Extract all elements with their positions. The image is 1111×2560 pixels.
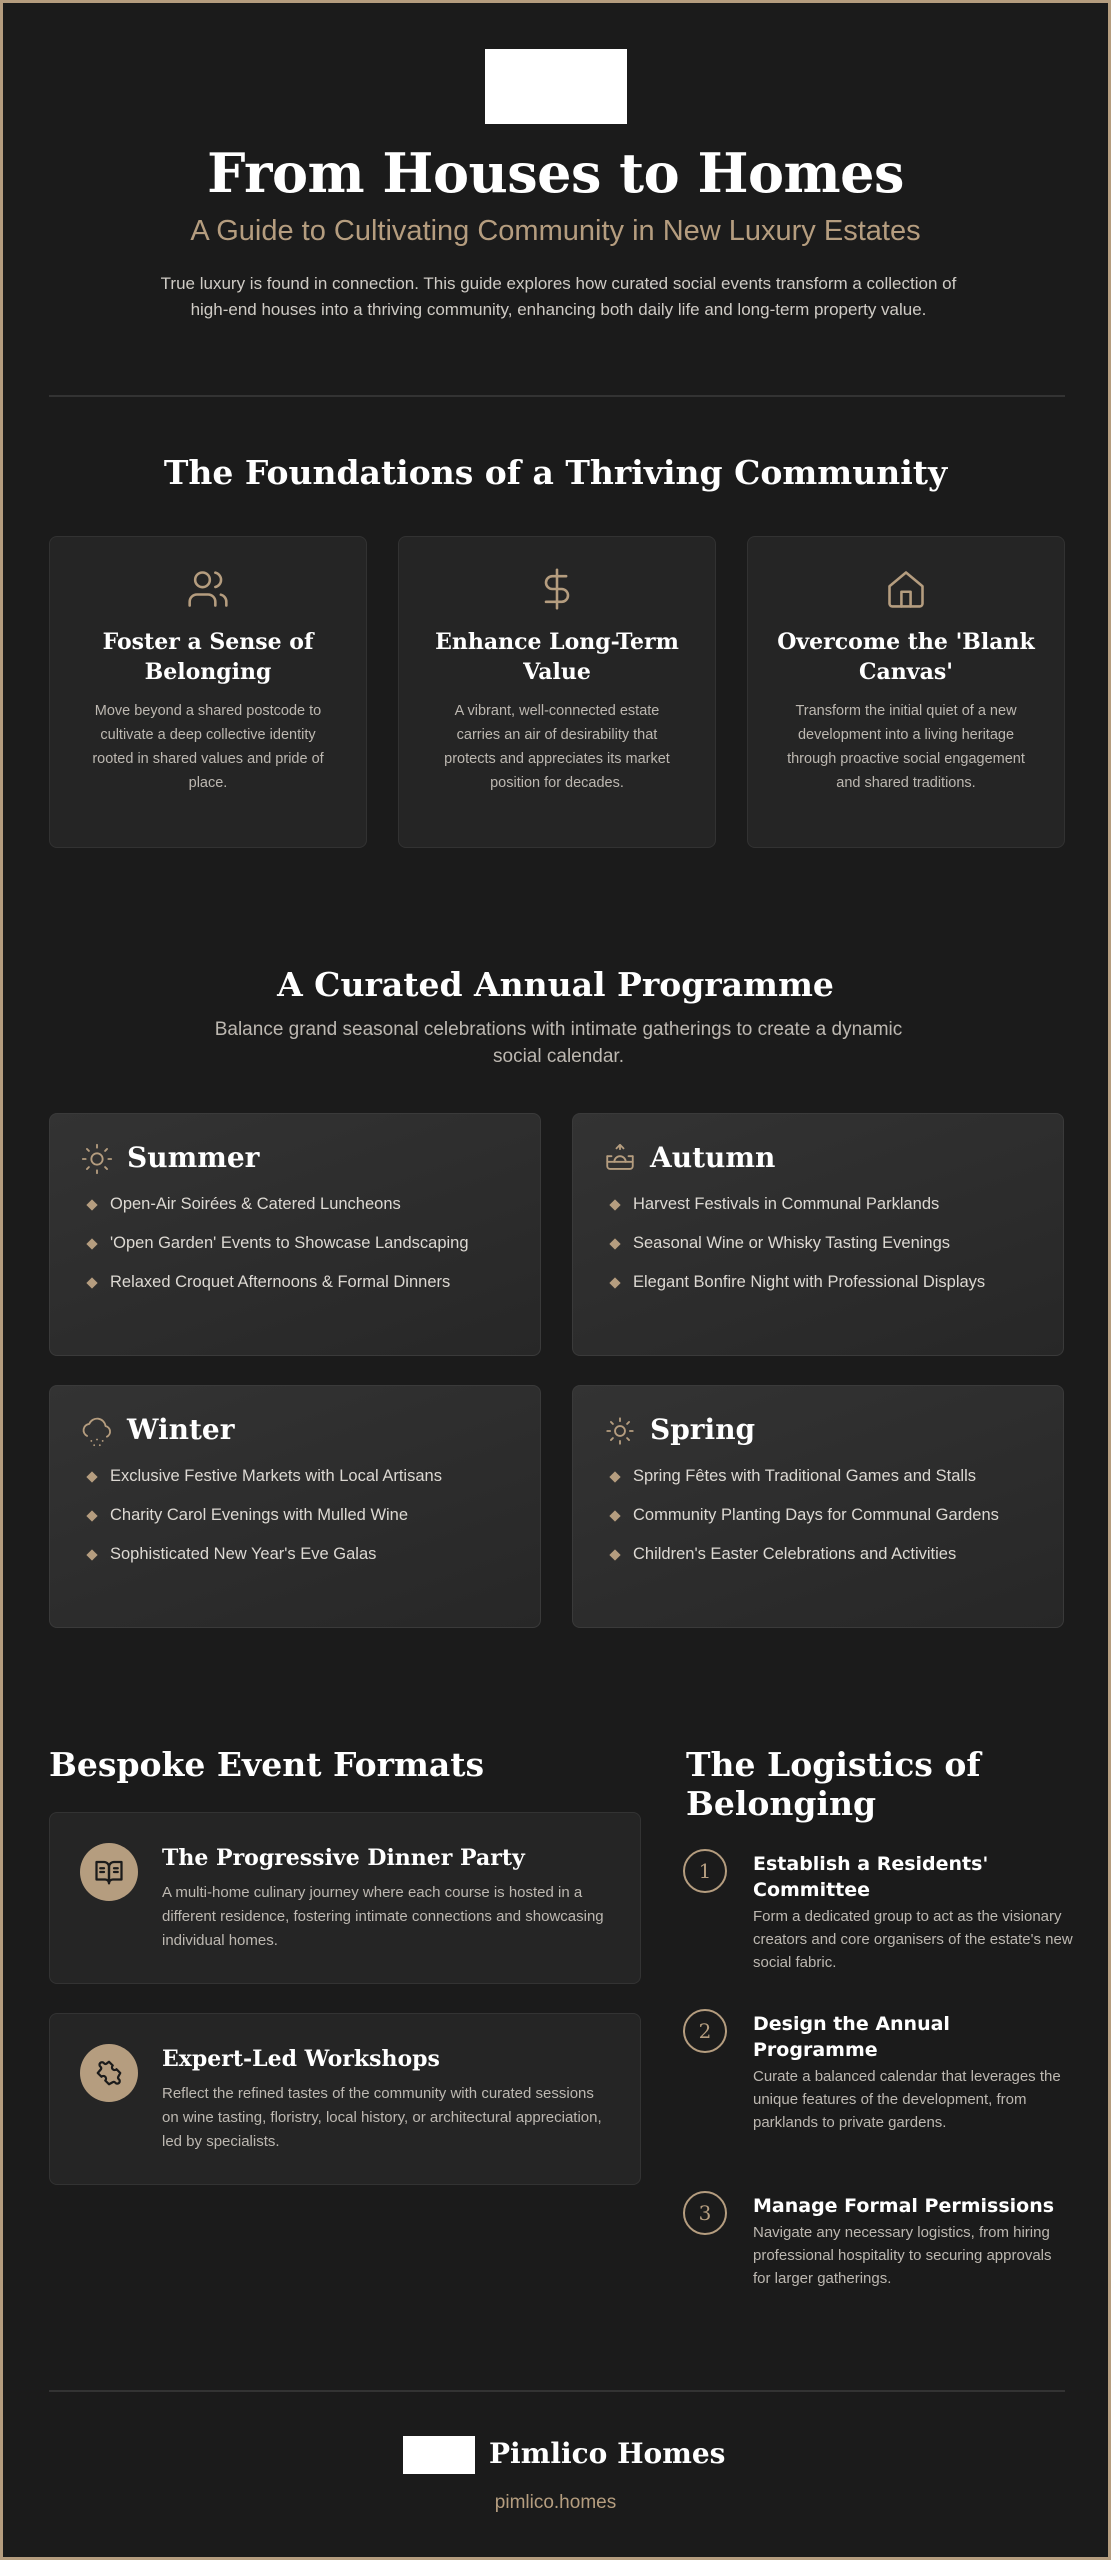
header-divider [49, 395, 1065, 397]
event-title: Expert-Led Workshops [162, 2046, 440, 2072]
list-item: Harvest Festivals in Communal Parklands [609, 1192, 1043, 1217]
list-item: Relaxed Croquet Afternoons & Formal Dinners [86, 1270, 520, 1295]
foundation-card-value [398, 536, 716, 848]
list-item: 'Open Garden' Events to Showcase Landscaping [86, 1231, 520, 1256]
sun-icon [603, 1414, 637, 1448]
formats-title: Bespoke Event Formats [49, 1745, 485, 1784]
step-text: Curate a balanced calendar that leverages the unique features of the development, from parklands to private gardens. [753, 2068, 1061, 2131]
dollar-icon [535, 567, 579, 611]
season-name: Autumn [650, 1141, 776, 1174]
event-icon-badge [80, 1843, 138, 1901]
step-text: Navigate any necessary logistics, from hiring professional hospitality to securing approvals for larger gatherings. [753, 2224, 1052, 2287]
page-subtitle: A Guide to Cultivating Community in New Luxury Estates [190, 215, 921, 247]
event-text: A multi-home culinary journey where each course is hosted in a different residence, fostering intimate connections and showcasing individual homes. [162, 1884, 604, 1949]
footer-divider [49, 2390, 1065, 2392]
foundation-card-belonging [49, 536, 367, 848]
list-item: Elegant Bonfire Night with Professional Displays [609, 1270, 1043, 1295]
season-list [609, 1464, 1043, 1581]
foundation-card-blank-canvas [747, 536, 1065, 848]
header-logo [485, 49, 627, 124]
intro-text: True luxury is found in connection. This guide explores how curated social events transform a collection of high-end houses into a thriving community, enhancing both daily life and long-term property value. [160, 274, 957, 319]
season-card-summer [49, 1113, 541, 1356]
footer-url-link[interactable]: pimlico.homes [494, 2492, 617, 2513]
foundation-card-text: A vibrant, well-connected estate carries an air of desirability that protects and appreciates its market position for decades. [444, 703, 670, 791]
programme-subtitle: Balance grand seasonal celebrations with intimate gatherings to create a dynamic social calendar. [214, 1019, 903, 1067]
home-icon [884, 567, 928, 611]
list-item: Sophisticated New Year's Eve Galas [86, 1542, 520, 1567]
event-text: Reflect the refined tastes of the community with curated sessions on wine tasting, floristry, local history, or architectural appreciation, led by specialists. [162, 2085, 602, 2150]
season-list [609, 1192, 1043, 1309]
page-title: From Houses to Homes [207, 141, 904, 205]
foundation-card-title: Foster a Sense of Belonging [102, 629, 314, 685]
snow-cloud-icon [80, 1414, 114, 1448]
programme-title: A Curated Annual Programme [277, 965, 834, 1004]
step-title: Design the Annual Programme [753, 2013, 950, 2061]
footer-logo [403, 2436, 475, 2474]
footer-brand: Pimlico Homes [489, 2437, 726, 2470]
list-item: Exclusive Festive Markets with Local Artisans [86, 1464, 520, 1489]
list-item: Community Planting Days for Communal Gardens [609, 1503, 1043, 1528]
sunset-icon [603, 1142, 637, 1176]
event-card-dinner-party [49, 1812, 641, 1984]
step-number: 1 [683, 1849, 727, 1893]
list-item: Spring Fêtes with Traditional Games and Stalls [609, 1464, 1043, 1489]
step-number: 2 [683, 2009, 727, 2053]
list-item: Charity Carol Evenings with Mulled Wine [86, 1503, 520, 1528]
puzzle-icon [94, 2058, 124, 2088]
foundation-card-text: Move beyond a shared postcode to cultivate a deep collective identity rooted in shared values and pride of place. [92, 703, 324, 791]
foundation-card-title: Overcome the 'Blank Canvas' [777, 629, 1035, 685]
event-card-workshops [49, 2013, 641, 2185]
step-text: Form a dedicated group to act as the visionary creators and core organisers of the estate's new social fabric. [753, 1908, 1073, 1971]
season-card-autumn [572, 1113, 1064, 1356]
season-card-spring [572, 1385, 1064, 1628]
users-icon [186, 567, 230, 611]
foundation-card-text: Transform the initial quiet of a new development into a living heritage through proactive social engagement and shared traditions. [787, 703, 1025, 791]
event-icon-badge [80, 2044, 138, 2102]
sun-icon [80, 1142, 114, 1176]
event-title: The Progressive Dinner Party [162, 1845, 525, 1871]
season-name: Spring [650, 1413, 756, 1446]
season-list [86, 1192, 520, 1309]
season-name: Summer [127, 1141, 260, 1174]
season-card-winter [49, 1385, 541, 1628]
step-number: 3 [683, 2191, 727, 2235]
list-item: Children's Easter Celebrations and Activities [609, 1542, 1043, 1567]
book-open-icon [94, 1857, 124, 1887]
list-item: Open-Air Soirées & Catered Luncheons [86, 1192, 520, 1217]
foundation-card-title: Enhance Long-Term Value [435, 629, 679, 685]
step-title: Manage Formal Permissions [753, 2195, 1055, 2217]
season-list [86, 1464, 520, 1581]
foundations-title: The Foundations of a Thriving Community [163, 453, 948, 492]
logistics-title: The Logistics of Belonging [686, 1745, 981, 1823]
step-title: Establish a Residents' Committee [753, 1853, 989, 1901]
list-item: Seasonal Wine or Whisky Tasting Evenings [609, 1231, 1043, 1256]
season-name: Winter [127, 1413, 235, 1446]
